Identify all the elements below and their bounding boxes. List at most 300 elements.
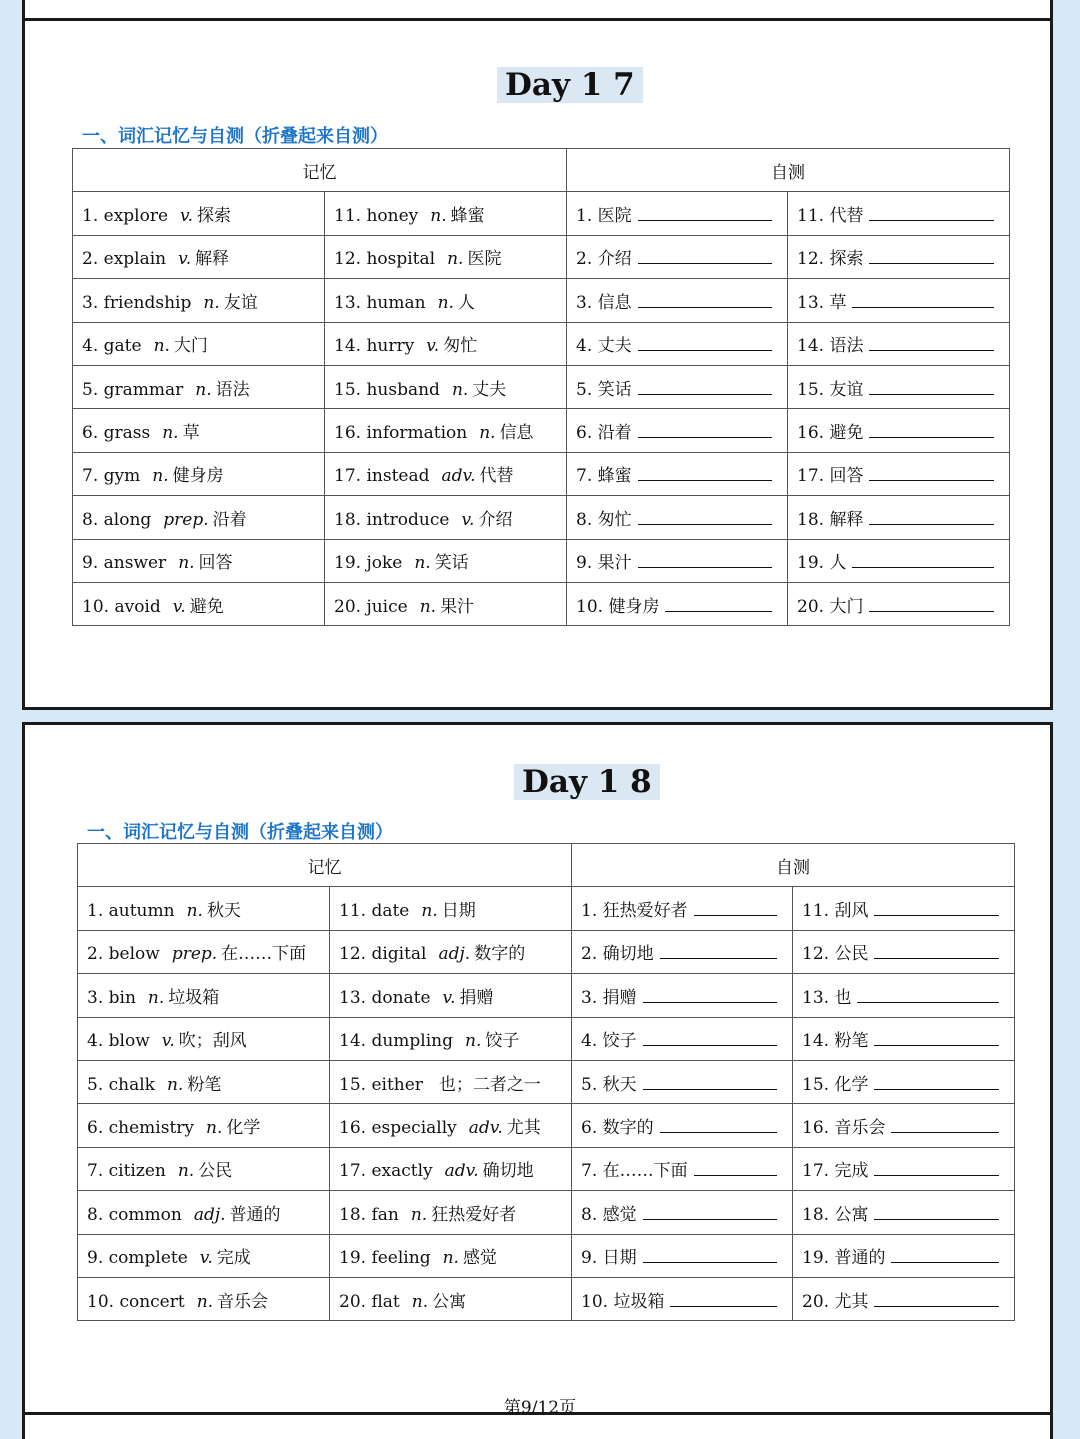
answer-blank[interactable] xyxy=(643,1203,777,1220)
next-page-strip xyxy=(22,1415,1053,1439)
test-prompt: 17. 完成 xyxy=(802,1161,869,1182)
memory-cell xyxy=(325,582,567,625)
item-number: 4. xyxy=(87,1031,104,1052)
chinese-meaning: 探索 xyxy=(197,206,232,227)
memory-cell xyxy=(73,365,325,408)
answer-blank[interactable] xyxy=(874,1203,999,1220)
part-of-speech: n. xyxy=(419,596,437,617)
chinese-meaning: 医院 xyxy=(467,249,502,270)
english-word: introduce xyxy=(366,509,450,530)
item-number: 14. xyxy=(339,1031,367,1052)
part-of-speech: n. xyxy=(421,901,438,922)
chinese-meaning: 吹；刮风 xyxy=(178,1031,247,1052)
self-test-cell xyxy=(567,409,788,452)
part-of-speech: n. xyxy=(186,901,203,922)
self-test-cell xyxy=(793,1234,1015,1277)
part-of-speech: n. xyxy=(206,1118,223,1139)
item-number: 10. xyxy=(87,1291,115,1312)
answer-blank[interactable] xyxy=(869,464,994,481)
english-word: bin xyxy=(108,987,136,1008)
answer-blank[interactable] xyxy=(852,291,994,308)
part-of-speech: n. xyxy=(203,292,220,313)
answer-blank[interactable] xyxy=(660,942,777,959)
answer-blank[interactable] xyxy=(891,1116,999,1133)
self-test-cell xyxy=(793,1017,1015,1060)
memory-cell xyxy=(73,452,325,495)
chinese-meaning: 大门 xyxy=(173,336,208,357)
memory-cell xyxy=(78,1234,330,1277)
item-number: 11. xyxy=(339,901,367,922)
english-word: feeling xyxy=(371,1248,431,1269)
day17-title: Day 1 7 xyxy=(497,67,643,103)
chinese-meaning: 狂热爱好者 xyxy=(431,1204,517,1225)
part-of-speech: v. xyxy=(199,1248,213,1269)
item-number: 18. xyxy=(334,509,362,530)
part-of-speech: adv. xyxy=(444,1161,479,1182)
part-of-speech: n. xyxy=(196,1291,214,1312)
test-prompt: 9. 日期 xyxy=(581,1248,637,1269)
table-row xyxy=(73,365,1010,408)
test-prompt: 19. 人 xyxy=(797,553,847,574)
answer-blank[interactable] xyxy=(869,595,994,612)
item-number: 20. xyxy=(334,596,362,617)
page-divider xyxy=(22,707,1053,710)
part-of-speech: adj. xyxy=(438,944,471,965)
table-row xyxy=(78,1104,1015,1147)
item-number: 18. xyxy=(339,1204,367,1225)
part-of-speech: n. xyxy=(153,336,170,357)
item-number: 2. xyxy=(87,944,104,965)
test-prompt: 5. 笑话 xyxy=(576,379,632,400)
table-row xyxy=(73,235,1010,278)
test-prompt: 1. 狂热爱好者 xyxy=(581,901,688,922)
english-word: citizen xyxy=(108,1161,166,1182)
answer-blank[interactable] xyxy=(874,1159,999,1176)
test-prompt: 4. 丈夫 xyxy=(576,336,632,357)
test-prompt: 15. 友谊 xyxy=(797,379,864,400)
memory-cell xyxy=(73,496,325,539)
item-number: 17. xyxy=(339,1161,367,1182)
memory-cell xyxy=(325,452,567,495)
chinese-meaning: 日期 xyxy=(441,901,476,922)
english-word: either xyxy=(371,1074,423,1095)
memory-cell xyxy=(78,887,330,930)
answer-blank[interactable] xyxy=(852,551,994,568)
memory-cell xyxy=(330,1060,572,1103)
answer-blank[interactable] xyxy=(638,247,772,264)
table-row xyxy=(73,409,1010,452)
english-word: information xyxy=(366,423,468,444)
test-prompt: 5. 秋天 xyxy=(581,1074,637,1095)
chinese-meaning: 回答 xyxy=(198,553,233,574)
item-number: 19. xyxy=(334,553,362,574)
english-word: chalk xyxy=(108,1074,155,1095)
test-prompt: 18. 公寓 xyxy=(802,1204,869,1225)
self-test-cell xyxy=(788,192,1010,235)
chinese-meaning: 健身房 xyxy=(172,466,224,487)
chinese-meaning: 数字的 xyxy=(474,944,526,965)
part-of-speech: n. xyxy=(437,292,454,313)
memory-cell xyxy=(330,1234,572,1277)
memory-cell xyxy=(78,1060,330,1103)
part-of-speech: v. xyxy=(180,206,194,227)
chinese-meaning: 避免 xyxy=(189,596,224,617)
part-of-speech: n. xyxy=(162,423,179,444)
test-prompt: 15. 化学 xyxy=(802,1074,869,1095)
item-number: 11. xyxy=(334,206,362,227)
item-number: 15. xyxy=(334,379,362,400)
part-of-speech: n. xyxy=(442,1248,459,1269)
english-word: hurry xyxy=(366,336,415,357)
part-of-speech: n. xyxy=(465,1031,482,1052)
memory-cell xyxy=(78,1191,330,1234)
memory-cell xyxy=(330,1277,572,1320)
english-word: concert xyxy=(119,1291,185,1312)
table-row xyxy=(78,887,1015,930)
chinese-meaning: 粉笔 xyxy=(187,1074,222,1095)
test-prompt: 2. 确切地 xyxy=(581,944,654,965)
day18-vocab-table xyxy=(77,843,1015,1321)
chinese-meaning: 秋天 xyxy=(206,901,241,922)
chinese-meaning: 介绍 xyxy=(478,509,513,530)
memory-cell xyxy=(330,1104,572,1147)
part-of-speech: n. xyxy=(152,466,169,487)
part-of-speech: adv. xyxy=(468,1118,503,1139)
test-prompt: 4. 饺子 xyxy=(581,1031,637,1052)
test-prompt: 8. 感觉 xyxy=(581,1204,637,1225)
english-word: instead xyxy=(366,466,430,487)
self-test-cell xyxy=(788,539,1010,582)
part-of-speech: n. xyxy=(410,1204,428,1225)
answer-blank[interactable] xyxy=(638,204,772,221)
answer-blank[interactable] xyxy=(638,551,772,568)
memory-cell xyxy=(325,539,567,582)
self-test-cell xyxy=(788,235,1010,278)
table-row xyxy=(78,930,1015,973)
self-test-cell xyxy=(788,365,1010,408)
test-prompt: 12. 探索 xyxy=(797,249,864,270)
chinese-meaning: 蜂蜜 xyxy=(450,206,485,227)
part-of-speech: n. xyxy=(414,553,431,574)
english-word: gate xyxy=(103,336,142,357)
english-word: answer xyxy=(103,553,167,574)
item-number: 12. xyxy=(339,944,367,965)
memory-cell xyxy=(325,279,567,322)
answer-blank[interactable] xyxy=(638,334,772,351)
memory-cell xyxy=(73,322,325,365)
english-word: donate xyxy=(371,987,431,1008)
test-prompt: 20. 大门 xyxy=(797,596,864,617)
chinese-meaning: 沿着 xyxy=(212,509,247,530)
chinese-meaning: 垃圾箱 xyxy=(168,987,220,1008)
test-prompt: 1. 医院 xyxy=(576,206,632,227)
item-number: 2. xyxy=(82,249,99,270)
test-prompt: 16. 避免 xyxy=(797,423,864,444)
part-of-speech: n. xyxy=(177,1161,195,1182)
self-test-cell xyxy=(788,582,1010,625)
answer-blank[interactable] xyxy=(694,1159,777,1176)
answer-blank[interactable] xyxy=(874,942,999,959)
test-prompt: 6. 沿着 xyxy=(576,423,632,444)
item-number: 1. xyxy=(82,206,99,227)
part-of-speech: prep. xyxy=(163,509,209,530)
memory-cell xyxy=(325,496,567,539)
test-prompt: 10. 健身房 xyxy=(576,596,660,617)
answer-blank[interactable] xyxy=(660,1116,777,1133)
answer-blank[interactable] xyxy=(638,378,772,395)
item-number: 3. xyxy=(82,292,99,313)
item-number: 7. xyxy=(87,1161,104,1182)
memory-cell xyxy=(78,1104,330,1147)
test-prompt: 3. 捐赠 xyxy=(581,987,637,1008)
item-number: 13. xyxy=(334,292,362,313)
english-word: exactly xyxy=(371,1161,433,1182)
part-of-speech: n. xyxy=(178,553,195,574)
answer-blank[interactable] xyxy=(670,1290,777,1307)
self-test-cell xyxy=(572,1234,793,1277)
answer-blank[interactable] xyxy=(874,1073,999,1090)
english-word: fan xyxy=(371,1204,399,1225)
english-word: joke xyxy=(366,553,403,574)
part-of-speech: v. xyxy=(178,249,192,270)
english-word: digital xyxy=(371,944,427,965)
answer-blank[interactable] xyxy=(638,464,772,481)
self-test-cell xyxy=(788,452,1010,495)
english-word: hospital xyxy=(366,249,436,270)
item-number: 5. xyxy=(87,1074,104,1095)
chinese-meaning: 友谊 xyxy=(223,292,258,313)
item-number: 19. xyxy=(339,1248,367,1269)
day18-title: Day 1 8 xyxy=(514,764,660,800)
english-word: explain xyxy=(103,249,167,270)
chinese-meaning: 语法 xyxy=(215,379,250,400)
self-test-header: 自测 xyxy=(567,149,1010,192)
part-of-speech: n. xyxy=(479,423,496,444)
english-word: flat xyxy=(371,1291,400,1312)
chinese-meaning: 音乐会 xyxy=(217,1291,269,1312)
memory-cell xyxy=(73,279,325,322)
test-prompt: 18. 解释 xyxy=(797,509,864,530)
test-prompt: 13. 也 xyxy=(802,987,852,1008)
table-row xyxy=(78,1191,1015,1234)
answer-blank[interactable] xyxy=(874,1290,999,1307)
answer-blank[interactable] xyxy=(643,1029,777,1046)
self-test-cell xyxy=(572,930,793,973)
item-number: 14. xyxy=(334,336,362,357)
answer-blank[interactable] xyxy=(665,595,772,612)
self-test-cell xyxy=(793,1060,1015,1103)
part-of-speech: adj. xyxy=(193,1204,226,1225)
table-row xyxy=(73,322,1010,365)
self-test-cell xyxy=(788,409,1010,452)
english-word: below xyxy=(108,944,160,965)
part-of-speech: n. xyxy=(411,1291,429,1312)
memory-cell xyxy=(73,409,325,452)
memory-cell xyxy=(325,322,567,365)
test-prompt: 12. 公民 xyxy=(802,944,869,965)
item-number: 6. xyxy=(87,1118,104,1139)
chinese-meaning: 在……下面 xyxy=(221,944,307,965)
test-prompt: 3. 信息 xyxy=(576,292,632,313)
self-test-cell xyxy=(788,322,1010,365)
chinese-meaning: 信息 xyxy=(499,423,534,444)
memory-cell xyxy=(78,930,330,973)
part-of-speech: n. xyxy=(195,379,212,400)
answer-blank[interactable] xyxy=(891,1246,999,1263)
chinese-meaning: 完成 xyxy=(216,1248,251,1269)
chinese-meaning: 饺子 xyxy=(485,1031,520,1052)
answer-blank[interactable] xyxy=(643,1246,777,1263)
answer-blank[interactable] xyxy=(643,986,777,1003)
test-prompt: 8. 匆忙 xyxy=(576,509,632,530)
table-row xyxy=(78,1234,1015,1277)
english-word: friendship xyxy=(103,292,192,313)
answer-blank[interactable] xyxy=(869,247,994,264)
self-test-cell xyxy=(572,1060,793,1103)
memory-cell xyxy=(78,1277,330,1320)
part-of-speech: v. xyxy=(161,1031,175,1052)
english-word: dumpling xyxy=(371,1031,453,1052)
chinese-meaning: 代替 xyxy=(479,466,514,487)
item-number: 8. xyxy=(87,1204,104,1225)
test-prompt: 11. 代替 xyxy=(797,206,864,227)
chinese-meaning: 人 xyxy=(457,292,475,313)
answer-blank[interactable] xyxy=(643,1073,777,1090)
answer-blank[interactable] xyxy=(869,204,994,221)
item-number: 6. xyxy=(82,423,99,444)
item-number: 3. xyxy=(87,987,104,1008)
self-test-cell xyxy=(793,1104,1015,1147)
test-prompt: 10. 垃圾箱 xyxy=(581,1291,665,1312)
self-test-cell xyxy=(567,322,788,365)
self-test-cell xyxy=(567,279,788,322)
item-number: 12. xyxy=(334,249,362,270)
item-number: 7. xyxy=(82,466,99,487)
item-number: 16. xyxy=(334,423,362,444)
day17-section-heading: 一、词汇记忆与自测（折叠起来自测） xyxy=(82,126,388,147)
item-number: 1. xyxy=(87,901,104,922)
test-prompt: 20. 尤其 xyxy=(802,1291,869,1312)
test-prompt: 9. 果汁 xyxy=(576,553,632,574)
memory-header: 记忆 xyxy=(78,844,572,887)
self-test-cell xyxy=(572,1104,793,1147)
item-number: 17. xyxy=(334,466,362,487)
self-test-cell xyxy=(793,1147,1015,1190)
self-test-cell xyxy=(567,192,788,235)
english-word: common xyxy=(108,1204,182,1225)
test-prompt: 2. 介绍 xyxy=(576,249,632,270)
answer-blank[interactable] xyxy=(857,986,999,1003)
english-word: human xyxy=(366,292,426,313)
self-test-cell xyxy=(793,1277,1015,1320)
memory-cell xyxy=(78,1017,330,1060)
english-word: especially xyxy=(371,1118,457,1139)
part-of-speech: v. xyxy=(172,596,186,617)
chinese-meaning: 公寓 xyxy=(432,1291,467,1312)
part-of-speech: v. xyxy=(461,509,475,530)
answer-blank[interactable] xyxy=(869,378,994,395)
test-prompt: 13. 草 xyxy=(797,292,847,313)
memory-cell xyxy=(325,235,567,278)
self-test-cell xyxy=(567,365,788,408)
self-test-cell xyxy=(567,582,788,625)
item-number: 10. xyxy=(82,596,110,617)
self-test-cell xyxy=(572,1017,793,1060)
memory-cell xyxy=(78,1147,330,1190)
memory-cell xyxy=(73,539,325,582)
english-word: husband xyxy=(366,379,440,400)
self-test-header: 自测 xyxy=(572,844,1015,887)
english-word: date xyxy=(371,901,410,922)
english-word: juice xyxy=(366,596,408,617)
chinese-meaning: 解释 xyxy=(195,249,230,270)
memory-cell xyxy=(330,887,572,930)
self-test-cell xyxy=(793,974,1015,1017)
chinese-meaning: 丈夫 xyxy=(472,379,507,400)
english-word: chemistry xyxy=(108,1118,195,1139)
test-prompt: 7. 在……下面 xyxy=(581,1161,688,1182)
self-test-cell xyxy=(793,930,1015,973)
item-number: 16. xyxy=(339,1118,367,1139)
answer-blank[interactable] xyxy=(874,1029,999,1046)
chinese-meaning: 捐赠 xyxy=(459,987,494,1008)
answer-blank[interactable] xyxy=(638,508,772,525)
self-test-cell xyxy=(572,1191,793,1234)
answer-blank[interactable] xyxy=(869,421,994,438)
answer-blank[interactable] xyxy=(869,334,994,351)
self-test-cell xyxy=(567,235,788,278)
memory-cell xyxy=(330,1017,572,1060)
chinese-meaning: 尤其 xyxy=(506,1118,541,1139)
chinese-meaning: 公民 xyxy=(198,1161,233,1182)
memory-header: 记忆 xyxy=(73,149,567,192)
table-row xyxy=(78,1060,1015,1103)
part-of-speech: prep. xyxy=(171,944,218,965)
memory-cell xyxy=(73,235,325,278)
self-test-cell xyxy=(567,452,788,495)
self-test-cell xyxy=(788,496,1010,539)
answer-blank[interactable] xyxy=(638,291,772,308)
part-of-speech: n. xyxy=(430,206,447,227)
answer-blank[interactable] xyxy=(874,899,999,916)
chinese-meaning: 确切地 xyxy=(482,1161,534,1182)
self-test-cell xyxy=(572,887,793,930)
english-word: grass xyxy=(103,423,151,444)
self-test-cell xyxy=(572,974,793,1017)
part-of-speech: n. xyxy=(447,249,464,270)
table-row xyxy=(73,582,1010,625)
part-of-speech: n. xyxy=(166,1074,184,1095)
chinese-meaning: 化学 xyxy=(226,1118,261,1139)
self-test-cell xyxy=(567,496,788,539)
self-test-cell xyxy=(572,1147,793,1190)
english-word: honey xyxy=(366,206,419,227)
page-number: 第9/12页 xyxy=(503,1398,577,1418)
chinese-meaning: 感觉 xyxy=(462,1248,497,1269)
memory-cell xyxy=(330,1147,572,1190)
table-row xyxy=(73,539,1010,582)
item-number: 13. xyxy=(339,987,367,1008)
english-word: along xyxy=(103,509,152,530)
memory-cell xyxy=(330,1191,572,1234)
english-word: gym xyxy=(103,466,141,487)
table-row xyxy=(73,496,1010,539)
answer-blank[interactable] xyxy=(694,899,777,916)
answer-blank[interactable] xyxy=(869,508,994,525)
answer-blank[interactable] xyxy=(638,421,772,438)
item-number: 9. xyxy=(87,1248,104,1269)
memory-cell xyxy=(325,365,567,408)
